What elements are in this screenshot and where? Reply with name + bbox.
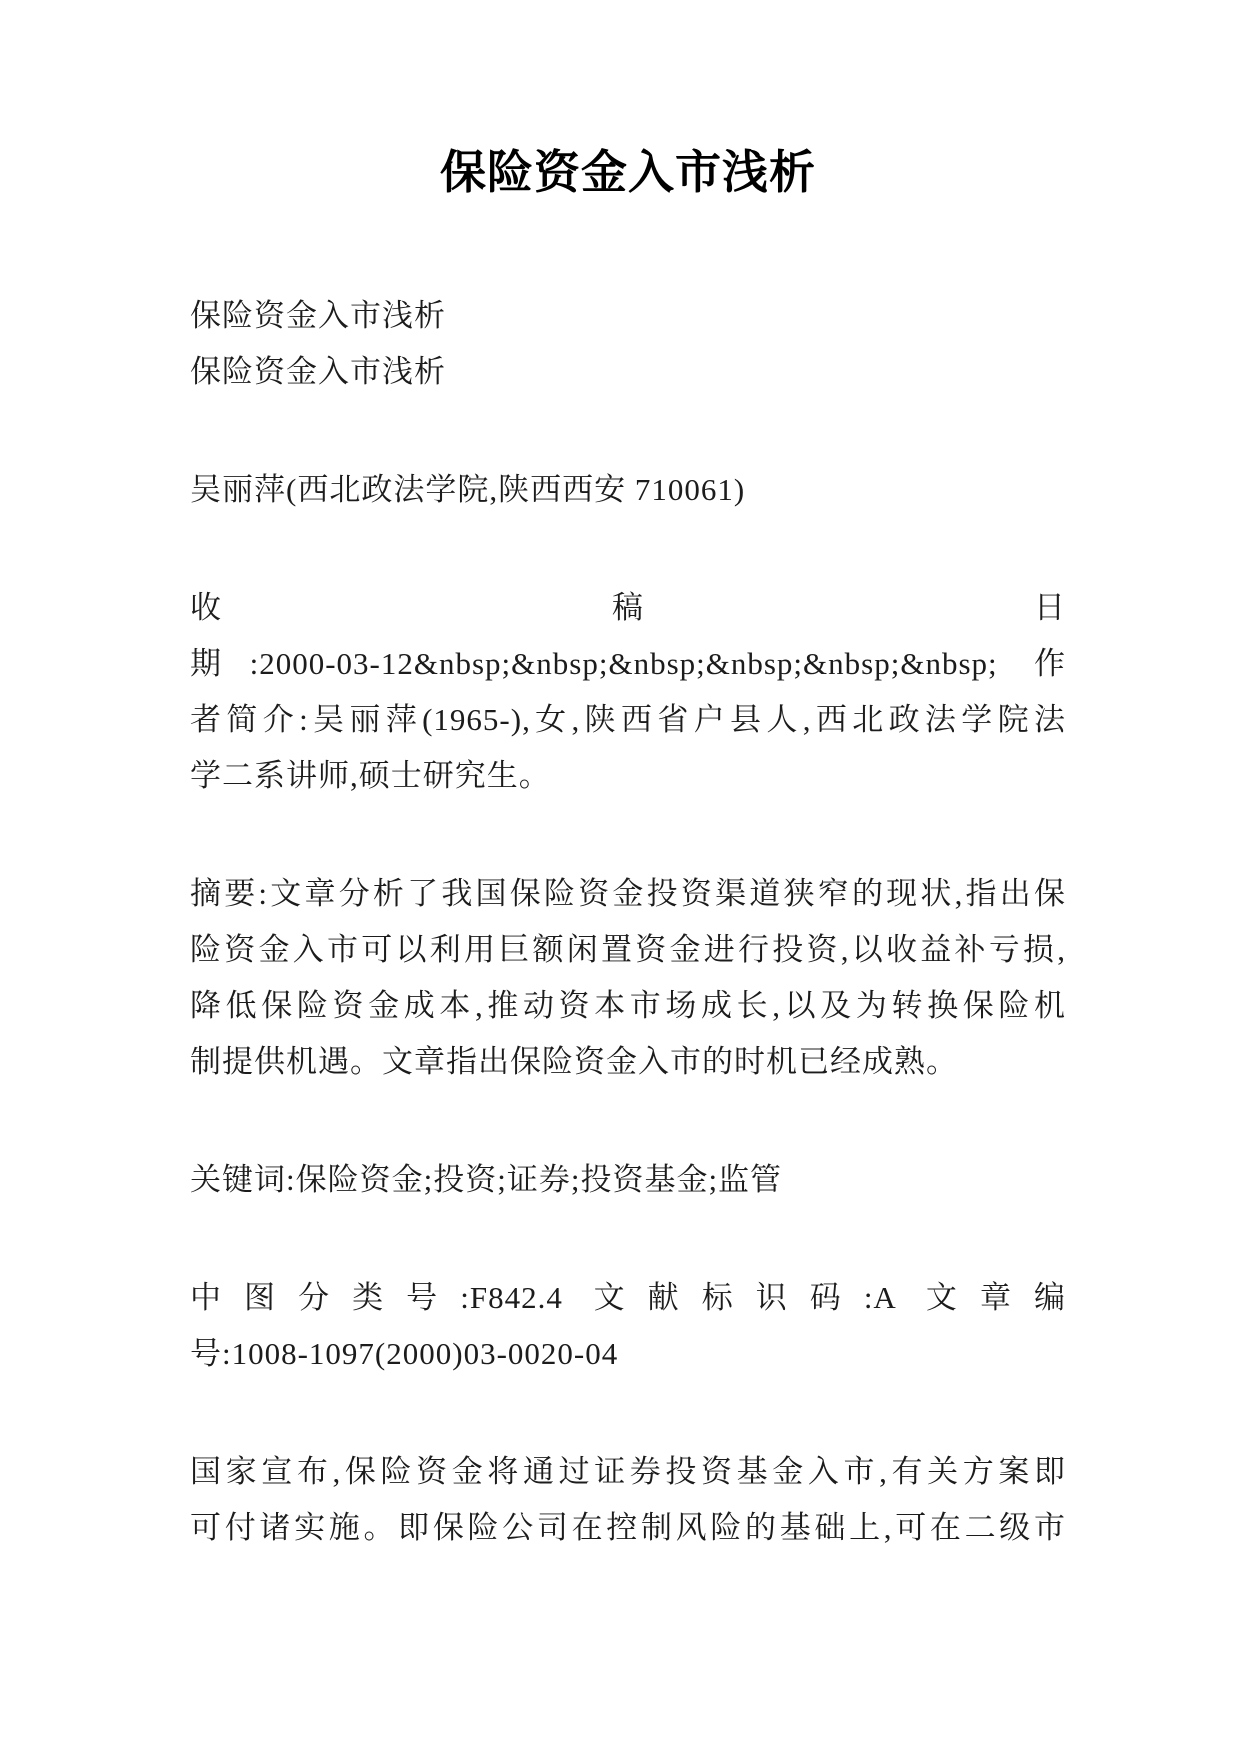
- text-line: 关键词:保险资金;投资;证券;投资基金;监管: [190, 1162, 783, 1197]
- document-title: 保险资金入市浅析: [440, 147, 816, 198]
- text-line: 学二系讲师,硕士研究生。: [190, 758, 551, 793]
- text-line: 收稿日: [190, 590, 1066, 625]
- text-line: 可付诸实施。即保险公司在控制风险的基础上,可在二级市: [190, 1510, 1066, 1545]
- text-line: 期:2000-03-12&nbsp;&nbsp;&nbsp;&nbsp;&nbsp;&nbsp; 作: [190, 646, 1066, 681]
- text-line: 吴丽萍(西北政法学院,陕西西安 710061): [190, 472, 746, 507]
- text-line: 号:1008-1097(2000)03-0020-04: [190, 1336, 619, 1371]
- author-affiliation: [190, 462, 1066, 518]
- text-line: 国家宣布,保险资金将通过证券投资基金入市,有关方案即: [190, 1454, 1066, 1489]
- document-body: [190, 288, 1066, 1556]
- text-line: 保险资金入市浅析: [190, 298, 446, 333]
- text-line: 摘要:文章分析了我国保险资金投资渠道狭窄的现状,指出保: [190, 876, 1066, 911]
- keywords: [190, 1152, 1066, 1208]
- received-date-and-author-bio: [190, 580, 1066, 804]
- text-line: 中图分类号:F842.4 文献标识码:A 文章编: [190, 1280, 1066, 1315]
- body-paragraph-1: [190, 1444, 1066, 1556]
- text-line: 制提供机遇。文章指出保险资金入市的时机已经成熟。: [190, 1044, 958, 1079]
- title-repeat-block: [190, 288, 1066, 400]
- abstract: [190, 866, 1066, 1090]
- text-line: 保险资金入市浅析: [190, 354, 446, 389]
- text-line: 者简介:吴丽萍(1965-),女,陕西省户县人,西北政法学院法: [190, 702, 1066, 737]
- text-line: 降低保险资金成本,推动资本市场成长,以及为转换保险机: [190, 988, 1066, 1023]
- text-line: 险资金入市可以利用巨额闲置资金进行投资,以收益补亏损,: [190, 932, 1066, 967]
- classification-codes: [190, 1270, 1066, 1382]
